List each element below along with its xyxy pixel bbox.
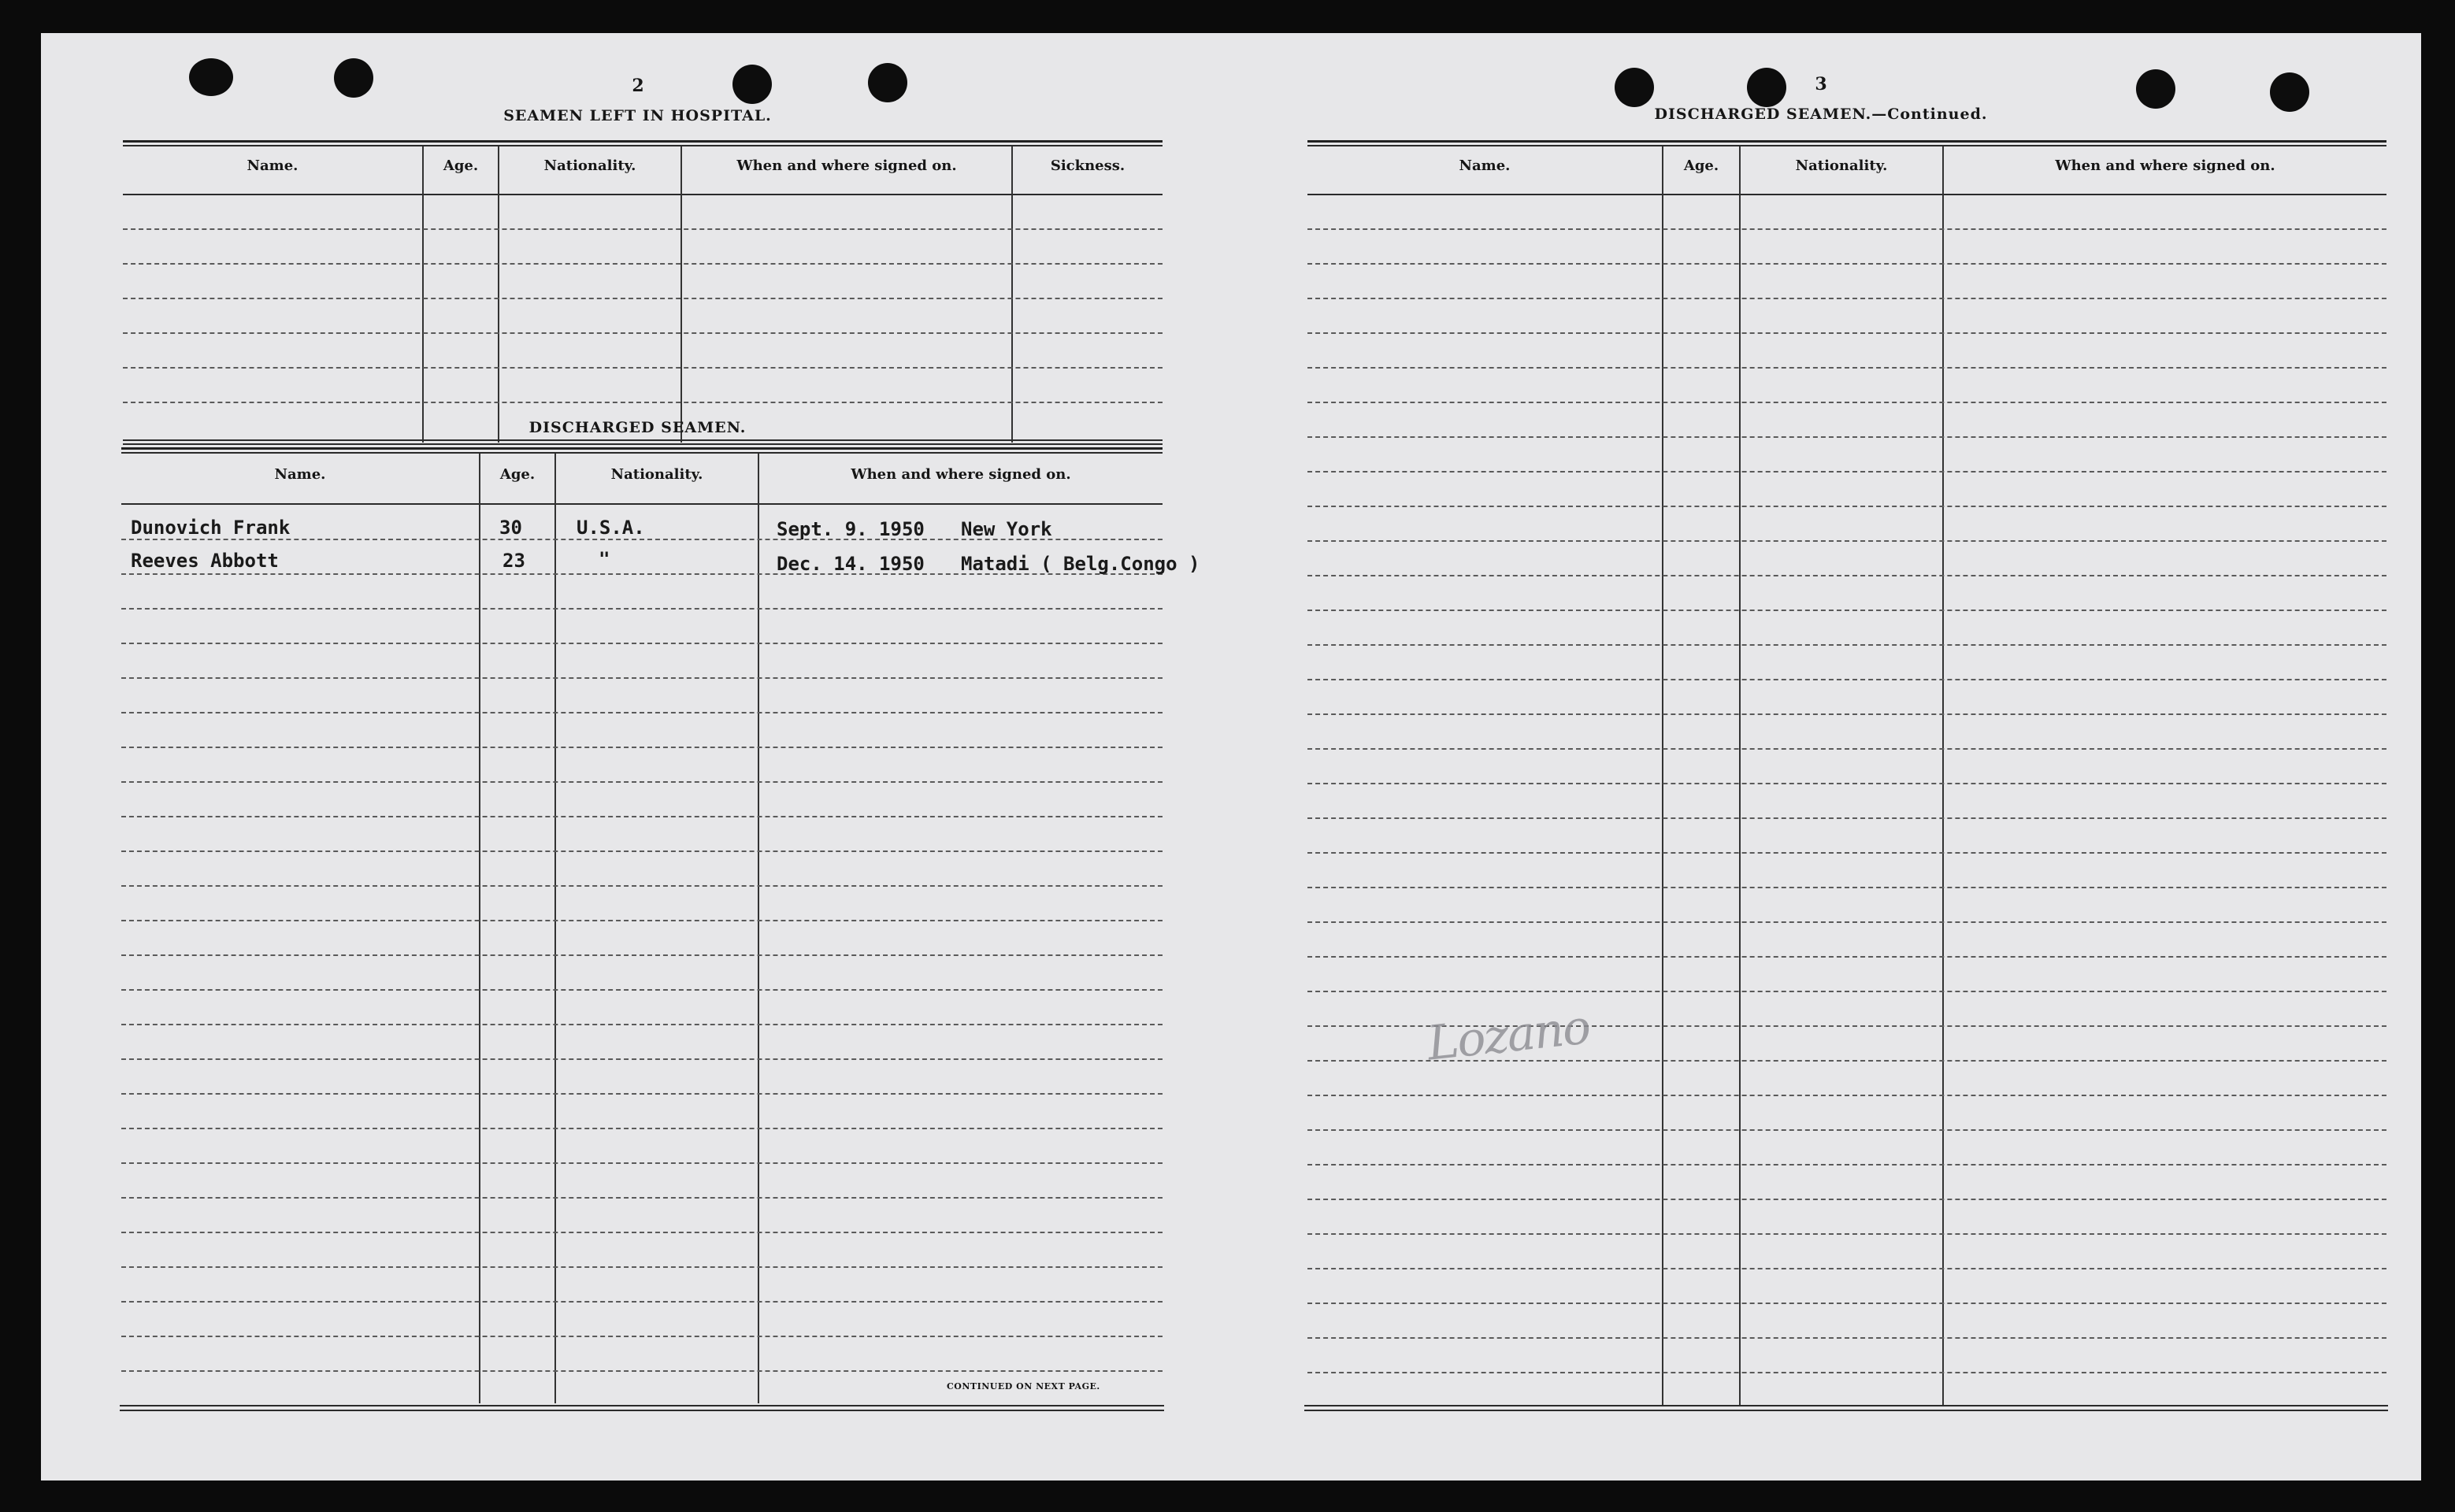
column-header: Name.: [1459, 158, 1511, 174]
hospital-title: SEAMEN LEFT IN HOSPITAL.: [503, 107, 772, 124]
discharged-continued-title: DISCHARGED SEAMEN.—Continued.: [1654, 106, 1988, 123]
seaman-name: Reeves Abbott: [131, 550, 279, 572]
column-header: Nationality.: [610, 466, 703, 483]
column-header: When and where signed on.: [851, 466, 1071, 483]
punch-hole: [1747, 68, 1786, 107]
seaman-nationality: U.S.A.: [577, 517, 645, 539]
punch-hole: [2270, 72, 2309, 112]
column-header: Age.: [499, 466, 536, 483]
column-header: Age.: [443, 158, 479, 174]
seaman-age: 23: [502, 550, 525, 572]
punch-hole: [868, 63, 907, 102]
signed-on-place: Matadi ( Belg.Congo ): [961, 553, 1200, 575]
column-header: When and where signed on.: [736, 158, 957, 174]
signed-on-date: Dec. 14. 1950: [777, 553, 925, 575]
seaman-name: Dunovich Frank: [131, 517, 291, 539]
column-header: Name.: [247, 158, 299, 174]
column-header: Age.: [1683, 158, 1719, 174]
seaman-nationality: ": [599, 548, 610, 570]
punch-hole: [1615, 68, 1654, 107]
page-number: 3: [1815, 74, 1827, 94]
column-header: Nationality.: [1795, 158, 1888, 174]
punch-hole: [334, 58, 373, 98]
column-header: Name.: [274, 466, 326, 483]
signed-on-date: Sept. 9. 1950: [777, 518, 925, 540]
discharged-title: DISCHARGED SEAMEN.: [528, 419, 747, 436]
column-header: Nationality.: [543, 158, 636, 174]
seaman-age: 30: [499, 517, 522, 539]
column-header: When and where signed on.: [2055, 158, 2275, 174]
ledger-spread: [41, 33, 2421, 1480]
punch-hole: [189, 58, 233, 96]
signed-on-place: New York: [961, 518, 1052, 540]
page-number: 2: [632, 76, 644, 96]
punch-hole: [2136, 69, 2175, 109]
faint-signature: Lozano: [1424, 999, 1593, 1072]
continued-note: CONTINUED ON NEXT PAGE.: [947, 1381, 1100, 1392]
column-header: Sickness.: [1050, 158, 1126, 174]
punch-hole: [732, 65, 772, 104]
